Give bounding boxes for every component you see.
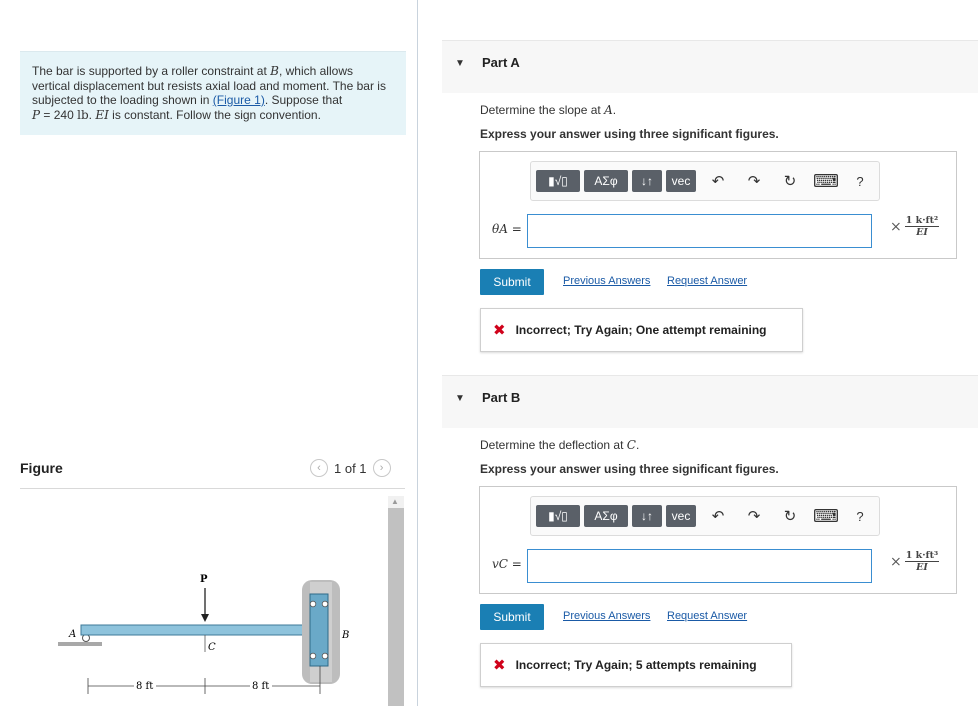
part-a-previous-answers-link[interactable]: Previous Answers xyxy=(563,275,651,287)
problem-text: The bar is supported by a roller constraint at xyxy=(32,64,271,78)
label-p: P xyxy=(200,574,208,585)
part-a-request-answer-link[interactable]: Request Answer xyxy=(667,275,748,287)
feedback-text: Incorrect; Try Again; One attempt remaining xyxy=(515,323,767,337)
greek-icon: ΑΣφ xyxy=(594,509,618,523)
units-numerator: 1 k·ft² xyxy=(905,215,939,226)
arrows-icon: ↓↑ xyxy=(641,509,653,523)
problem-var-ei: EI xyxy=(95,107,109,122)
units-fraction xyxy=(905,215,939,238)
collar-roller xyxy=(322,653,328,659)
problem-p-unit: lb xyxy=(77,107,89,122)
figure-scrollbar-thumb[interactable] xyxy=(388,508,404,706)
redo-icon[interactable]: ↷ xyxy=(747,173,761,190)
collar-roller xyxy=(310,601,316,607)
load-arrowhead xyxy=(201,614,209,622)
chevron-right-icon: › xyxy=(379,462,384,474)
undo-icon[interactable]: ↶ xyxy=(711,173,725,190)
dimension-label-2: 8 ft xyxy=(252,681,270,692)
beam-figure xyxy=(50,566,380,706)
math-toolbar xyxy=(530,496,880,536)
question-var: A xyxy=(604,103,613,117)
arrows-icon: ↓↑ xyxy=(641,174,653,188)
problem-statement xyxy=(20,51,406,135)
part-b-question xyxy=(480,438,639,452)
figure-page-count: 1 of 1 xyxy=(334,460,367,476)
collar-roller xyxy=(322,601,328,607)
v-c-input[interactable] xyxy=(527,549,872,583)
help-icon[interactable]: ? xyxy=(856,173,864,189)
part-a-header[interactable] xyxy=(442,40,978,93)
part-a-title: Part A xyxy=(482,55,520,70)
left-panel xyxy=(0,0,418,706)
problem-text: . Suppose that xyxy=(264,93,343,107)
units-display xyxy=(890,215,939,238)
units-times: × xyxy=(890,553,902,570)
ground-a xyxy=(58,642,102,646)
theta-a-input[interactable] xyxy=(527,214,872,248)
reset-icon[interactable]: ↻ xyxy=(783,173,797,190)
question-text: . xyxy=(635,438,640,452)
collar-roller xyxy=(310,653,316,659)
collapse-icon[interactable]: ▼ xyxy=(455,393,465,404)
label-b: B xyxy=(342,630,350,641)
theta-a-label: θA = xyxy=(492,222,522,236)
incorrect-icon: ✖ xyxy=(493,657,506,674)
feedback-text: Incorrect; Try Again; 5 attempts remaining xyxy=(515,658,757,672)
next-figure-button[interactable] xyxy=(373,459,391,477)
problem-text: , which allows vertical displacement but resists axial load and moment. The bar is subjected to the loading shown in xyxy=(32,64,386,107)
figure-pager xyxy=(310,459,391,477)
units-fraction xyxy=(905,550,939,573)
beam xyxy=(81,625,311,635)
scroll-up-icon[interactable]: ▲ xyxy=(391,497,399,506)
figure-title: Figure xyxy=(20,460,63,476)
arrows-button[interactable] xyxy=(632,505,662,527)
part-b-header[interactable] xyxy=(442,375,978,428)
templates-button[interactable] xyxy=(536,505,580,527)
templates-button[interactable] xyxy=(536,170,580,192)
keyboard-icon[interactable]: ⌨ xyxy=(813,170,839,191)
part-a-question xyxy=(480,103,616,117)
question-text: Determine the slope at xyxy=(480,103,605,117)
problem-var-p: P xyxy=(32,107,41,122)
chevron-left-icon: ‹ xyxy=(317,462,321,474)
templates-icon: ▮√▯ xyxy=(548,174,568,188)
part-b-request-answer-link[interactable]: Request Answer xyxy=(667,610,748,622)
units-times: × xyxy=(890,218,902,235)
figure-divider xyxy=(20,488,405,489)
vec-button[interactable] xyxy=(666,505,696,527)
greek-icon: ΑΣφ xyxy=(594,174,618,188)
collapse-icon[interactable]: ▼ xyxy=(455,58,465,69)
part-b-submit-button[interactable]: Submit xyxy=(480,604,544,630)
v-c-label: vC = xyxy=(492,557,522,571)
prev-figure-button[interactable] xyxy=(310,459,328,477)
part-b-title: Part B xyxy=(482,390,521,405)
incorrect-icon: ✖ xyxy=(493,322,506,339)
units-numerator: 1 k·ft³ xyxy=(905,550,939,561)
part-a-submit-button[interactable]: Submit xyxy=(480,269,544,295)
part-a-instruction: Express your answer using three significant figures. xyxy=(480,127,779,141)
part-b-feedback xyxy=(480,643,792,687)
units-denominator: EI xyxy=(916,227,928,238)
math-toolbar xyxy=(530,161,880,201)
templates-icon: ▮√▯ xyxy=(548,509,568,523)
dimension-label-1: 8 ft xyxy=(136,681,154,692)
question-var: C xyxy=(626,438,636,452)
label-a: A xyxy=(69,629,77,640)
vec-label: vec xyxy=(671,174,691,188)
problem-p-value: = 240 xyxy=(40,107,78,122)
question-text: Determine the deflection at xyxy=(480,438,627,452)
problem-text: is constant. Follow the sign convention. xyxy=(108,107,321,122)
reset-icon[interactable]: ↻ xyxy=(783,508,797,525)
part-b-answer-box xyxy=(479,486,957,594)
roller-a xyxy=(83,635,90,642)
units-display xyxy=(890,550,939,573)
problem-var-b: B xyxy=(270,64,279,78)
problem-text: . xyxy=(88,107,96,122)
vec-label: vec xyxy=(671,509,691,523)
arrows-button[interactable] xyxy=(632,170,662,192)
part-a-feedback xyxy=(480,308,803,352)
question-text: . xyxy=(612,103,617,117)
units-denominator: EI xyxy=(916,562,928,573)
redo-icon[interactable]: ↷ xyxy=(747,508,761,525)
figure-link[interactable]: (Figure 1) xyxy=(212,93,265,107)
right-panel xyxy=(418,0,978,706)
vec-button[interactable] xyxy=(666,170,696,192)
part-a-answer-box xyxy=(479,151,957,259)
part-b-previous-answers-link[interactable]: Previous Answers xyxy=(563,610,651,622)
label-c: C xyxy=(208,642,216,653)
greek-button[interactable] xyxy=(584,505,628,527)
part-b-instruction: Express your answer using three significant figures. xyxy=(480,462,779,476)
undo-icon[interactable]: ↶ xyxy=(711,508,725,525)
keyboard-icon[interactable]: ⌨ xyxy=(813,505,839,526)
help-icon[interactable]: ? xyxy=(856,508,864,524)
greek-button[interactable] xyxy=(584,170,628,192)
